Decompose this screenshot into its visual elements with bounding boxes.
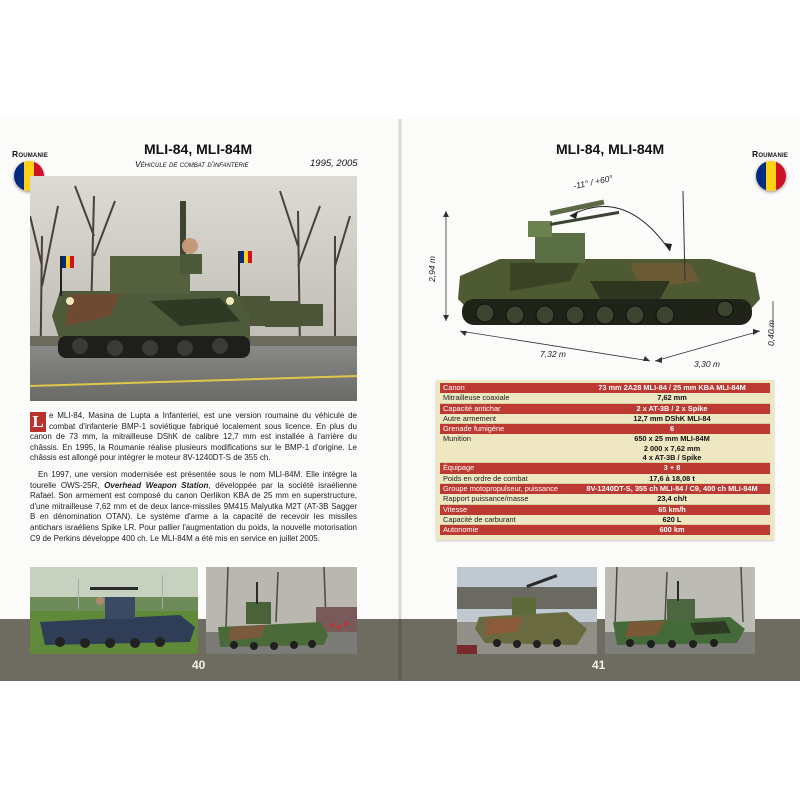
spec-row (440, 483, 770, 493)
paragraph-2 (30, 470, 357, 544)
spec-value: 73 mm 2A28 MLI-84 / 25 mm KBA MLI-84M (574, 383, 770, 393)
article-body (30, 411, 357, 550)
spec-value: 6 (574, 424, 770, 434)
photo-mli84-road (457, 567, 597, 654)
dim-elevation: -11° / +60° (572, 172, 614, 192)
spec-row (440, 494, 770, 504)
spec-value: 3 + 8 (574, 463, 770, 473)
spec-value: 12,7 mm DShK MLI-84 (574, 413, 770, 423)
spec-row (440, 463, 770, 473)
parade-photo (30, 176, 357, 401)
spec-label: Grenade fumigène (440, 424, 574, 434)
dim-ground-clearance: 0,40 m (766, 320, 776, 346)
spec-value: 600 km (574, 525, 770, 535)
spec-value: 23,4 ch/t (574, 494, 770, 504)
spec-label: Groupe motopropulseur, puissance (440, 483, 574, 493)
dim-height: 2,94 m (427, 256, 437, 282)
country-label-right: Roumanie (752, 149, 789, 159)
spec-value: 7,62 mm (574, 393, 770, 403)
country-label-left: Roumanie (12, 149, 49, 159)
spec-label: Autre armement (440, 413, 574, 423)
drop-cap: L (30, 412, 46, 432)
page-number-right: 41 (592, 658, 606, 672)
dim-length: 7,32 m (540, 349, 566, 359)
spec-row (440, 403, 770, 413)
spec-label: Vitesse (440, 504, 574, 514)
vehicle-type-subtitle: Véhicule de combat d'infanterie (135, 159, 249, 169)
spec-value: 17,6 à 18,08 t (574, 473, 770, 483)
page-gutter (398, 119, 402, 681)
spec-label: Capacité antichar (440, 403, 574, 413)
spec-row (440, 413, 770, 423)
page-title-left: MLI-84, MLI-84M (144, 141, 253, 157)
spec-label: Canon (440, 383, 574, 393)
spec-value: 620 L (574, 514, 770, 524)
paragraph-2-text-a: En 1997, une version modernisée est présentée sous le nom MLI-84M. Elle intègre la tourelle OWS-25R, (30, 469, 357, 490)
spec-row (440, 473, 770, 483)
dim-width: 3,30 m (694, 359, 720, 369)
photo-mli84m-street (605, 567, 755, 654)
specifications-table (436, 380, 774, 540)
spec-row (440, 434, 770, 463)
paragraph-1 (30, 411, 357, 464)
spec-label: Poids en ordre de combat (440, 473, 574, 483)
spec-row (440, 504, 770, 514)
page-title-right: MLI-84, MLI-84M (556, 141, 665, 157)
spec-value: 65 km/h (574, 504, 770, 514)
spec-label: Capacité de carburant (440, 514, 574, 524)
spec-label: Mitrailleuse coaxiale (440, 393, 574, 403)
vehicle-dimension-diagram (440, 181, 780, 376)
spec-row (440, 383, 770, 393)
spec-row (440, 525, 770, 535)
spec-label: Rapport puissance/masse (440, 494, 574, 504)
service-years: 1995, 2005 (310, 158, 358, 169)
book-spread (0, 119, 800, 681)
paragraph-2-emphasis: Overhead Weapon Station (104, 480, 209, 490)
spec-row (440, 514, 770, 524)
spec-label: Autonomie (440, 525, 574, 535)
paragraph-2-text-b: , développée par la société israélienne Rafael. Son armement est composé du canon Oerlikon KBA de 25 mm en superstructure, d'une mitrailleuse 7,62 mm et de deux lance-missiles 9M415 Malyutka M2T (AT-3B Sagger B en dénomination OTAN). Le système d'arme a la capacité de recevoir les missiles antichars israéliens Spike LR. Pour pallier l'augmentation du poids, la nouvelle motorisation C9 de Perkins développe 400 ch. Le MLI-84M a été mis en service en juillet 2005. (30, 480, 357, 543)
spec-label: Munition (440, 434, 574, 463)
photo-mli84m-parade (206, 567, 357, 654)
spec-row (440, 393, 770, 403)
spec-label: Équipage (440, 463, 574, 473)
paragraph-1-text: e MLI-84, Masina de Lupta a Infanteriei, est une version roumaine du véhicule de combat d'infanterie BMP-1 soviétique fabriqué localement sous licence. En plus du canon de 73 mm, la mitrailleuse DShK de calibre 12,7 mm est installée à l'arrière du châssis. En 1995, la Roumanie réalise plusieurs modifications sur le BMP-1 d'origine. Le châssis est allongé pour intégrer le moteur 8V-1240DT-S de 355 ch. (30, 411, 357, 463)
spec-value: 8V-1240DT-S, 355 ch MLI-84 / C9, 400 ch MLI-84M (574, 483, 770, 493)
spec-value: 650 x 25 mm MLI-84M 2 000 x 7,62 mm 4 x AT-3B / Spike (574, 434, 770, 463)
photo-mli84m-field (30, 567, 198, 654)
spec-value: 2 x AT-3B / 2 x Spike (574, 403, 770, 413)
page-number-left: 40 (192, 658, 206, 672)
spec-row (440, 424, 770, 434)
